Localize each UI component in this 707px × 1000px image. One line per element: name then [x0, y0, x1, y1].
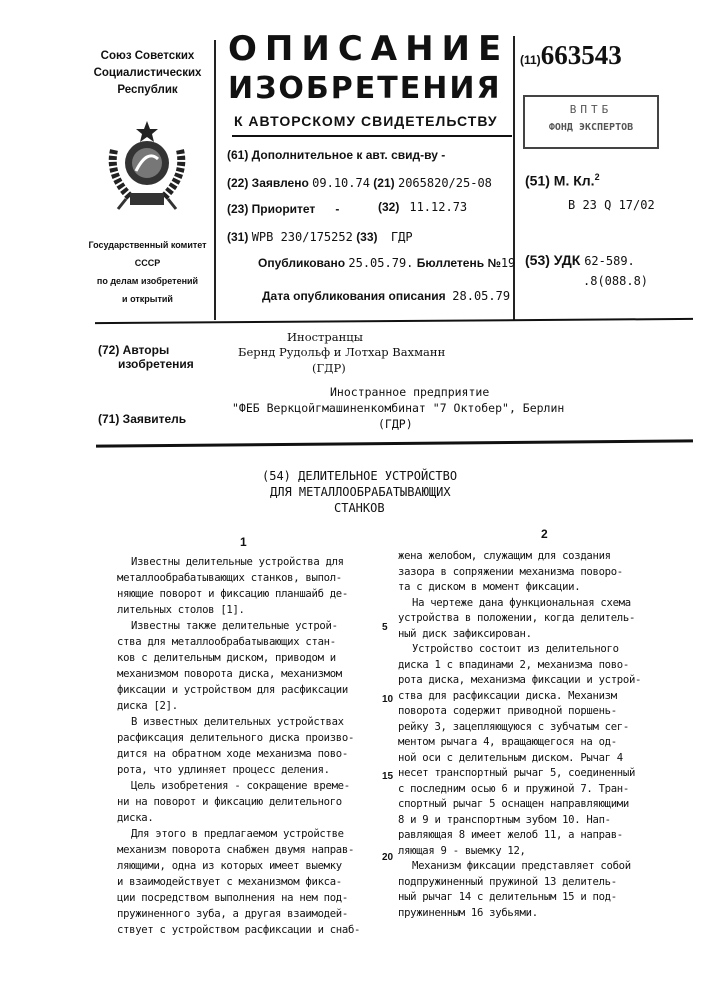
field-value: WPB 230/175252 — [252, 230, 353, 244]
field-value: - — [335, 202, 339, 216]
field-published — [258, 256, 515, 270]
text-line: Для этого в предлагаемом устройстве — [131, 828, 344, 840]
field-label: Опубликовано — [258, 256, 345, 270]
text-line: и взаимодействует с механизмом фикса- — [117, 876, 342, 888]
doc-title-line1: ОПИСАНИЕ — [228, 30, 509, 68]
committee-line: СССР — [85, 254, 210, 272]
state-emblem-icon — [100, 115, 195, 215]
text-line: та с диском в момент фиксации. — [398, 581, 580, 593]
divider-vertical — [513, 36, 515, 320]
invention-title-line2: ДЛЯ МЕТАЛЛООБРАБАТЫВАЮЩИХ — [270, 485, 451, 499]
committee-line: Государственный комитет — [85, 236, 210, 254]
field-31-33 — [227, 230, 413, 244]
text-line: зазора в сопряжении механизма поворо- — [398, 566, 623, 578]
stamp-line: ФОНД ЭКСПЕРТОВ — [525, 122, 657, 133]
authors-country: (ГДР) — [312, 361, 346, 375]
text-line: пружиненным 16 зубьями. — [398, 907, 538, 919]
field-value: 19 — [501, 256, 515, 270]
field-label: Бюллетень № — [417, 256, 501, 270]
field-sup: 2 — [595, 172, 600, 182]
applicant-label: (71) Заявитель — [98, 412, 186, 426]
invention-title-line3: СТАНКОВ — [334, 501, 385, 515]
text-line: с последним осью 6 и пружиной 7. Тран- — [398, 783, 629, 795]
field-label: (53) УДК — [525, 252, 580, 268]
text-line: рейку 3, зацепляющуюся с зубчатым сег- — [398, 721, 629, 733]
country-line: Республик — [85, 82, 210, 99]
text-line: Устройство состоит из делительного — [412, 643, 619, 655]
text-line: спортный рычаг 5 оснащен направляющими — [398, 798, 629, 810]
text-line: В известных делительных устройствах — [131, 716, 344, 728]
column-number: 2 — [541, 527, 548, 541]
divider-vertical — [214, 40, 216, 320]
field-value: ГДР — [391, 230, 413, 244]
line-number: 15 — [382, 771, 393, 782]
doc-subtitle: К АВТОРСКОМУ СВИДЕТЕЛЬСТВУ — [234, 113, 498, 129]
field-23 — [227, 202, 339, 216]
country-name — [85, 48, 210, 99]
divider — [96, 439, 693, 447]
label-line: изобретения — [98, 357, 194, 371]
text-line: ков с делительным диском, приводом и — [117, 652, 336, 664]
divider — [232, 135, 512, 137]
text-line: рота, что удлиняет процесс деления. — [117, 764, 330, 776]
field-value: 28.05.79 — [452, 289, 510, 303]
text-line: диска [2]. — [117, 700, 178, 712]
field-value: - — [441, 148, 445, 162]
committee-line: и открытий — [85, 290, 210, 308]
text-line: равляющая 8 имеет желоб 11, а направ- — [398, 829, 623, 841]
field-51-value: B 23 Q 17/02 — [568, 198, 655, 212]
text-line: ни на поворот и фиксацию делительного — [117, 796, 342, 808]
patent-code: (11) — [520, 53, 541, 67]
field-label: (51) М. Кл. — [525, 173, 595, 189]
field-label: (23) Приоритет — [227, 202, 315, 216]
text-line: устройства в положении, когда делитель- — [398, 612, 635, 624]
text-line: расфиксация делительного диска произво- — [117, 732, 354, 744]
text-line: поворота содержит приводной поршень- — [398, 705, 617, 717]
field-label: (33) — [356, 230, 377, 244]
text-line: ляющая 9 - выемку 12, — [398, 845, 526, 857]
authors-names: Бернд Рудольф и Лотхар Вахманн — [238, 345, 445, 359]
text-line: пружиненного зуба, а другая взаимодей- — [117, 908, 348, 920]
applicant-country: (ГДР) — [378, 417, 413, 431]
applicant-line: Иностранное предприятие — [330, 385, 489, 399]
text-line: Цель изобретения - сокращение време- — [131, 780, 350, 792]
text-line: няющие поворот и фиксацию планшайб де- — [117, 588, 348, 600]
text-line: ства для расфиксации диска. Механизм — [398, 690, 617, 702]
line-number: 10 — [382, 694, 393, 705]
authors-label — [98, 343, 194, 371]
field-label: (21) — [373, 176, 394, 190]
label-line: (72) Авторы — [98, 343, 194, 357]
field-value: 09.10.74 — [312, 176, 370, 190]
field-value: 11.12.73 — [409, 200, 467, 214]
text-line: подпружиненный пружиной 13 делитель- — [398, 876, 617, 888]
text-line: несет транспортный рычаг 5, соединенный — [398, 767, 635, 779]
field-label: (22) Заявлено — [227, 176, 309, 190]
text-line: металлообрабатывающих станков, выпол- — [117, 572, 342, 584]
invention-title-line1: (54) ДЕЛИТЕЛЬНОЕ УСТРОЙСТВО — [262, 469, 457, 483]
field-desc-date — [262, 289, 510, 303]
field-22-21 — [227, 176, 492, 190]
text-line: ный рычаг 14 с делительным 15 и под- — [398, 891, 617, 903]
text-line: На чертеже дана функциональная схема — [412, 597, 631, 609]
field-51 — [525, 172, 600, 189]
field-label: (32) — [378, 200, 399, 214]
text-line: лительных столов [1]. — [117, 604, 245, 616]
text-line: диска 1 с впадинами 2, механизма пово- — [398, 659, 629, 671]
field-53 — [525, 252, 635, 268]
text-line: механизм поворота снабжен двумя направ- — [117, 844, 354, 856]
stamp-line: ВПТБ — [525, 103, 657, 116]
patent-number-block — [520, 40, 622, 71]
field-value: 2065820/25-08 — [398, 176, 492, 190]
text-line: ствует с устройством расфиксации и снаб- — [117, 924, 360, 936]
text-line: Известны делительные устройства для — [131, 556, 344, 568]
text-line: фиксации и устройством для расфиксации — [117, 684, 348, 696]
line-number: 5 — [382, 622, 388, 633]
text-line: Известны также делительные устрой- — [131, 620, 338, 632]
authors-line: Иностранцы — [287, 330, 363, 344]
patent-number: 663543 — [541, 40, 622, 70]
text-line: жена желобом, служащим для создания — [398, 550, 611, 562]
text-line: ции посредством выполнения на нем под- — [117, 892, 348, 904]
field-value: 25.05.79. — [348, 256, 413, 270]
text-line: ства для металлообрабатывающих стан- — [117, 636, 336, 648]
field-label: (31) — [227, 230, 248, 244]
library-stamp — [523, 95, 659, 149]
country-line: Социалистических — [85, 65, 210, 82]
field-label: (61) Дополнительное к авт. свид-ву — [227, 148, 438, 162]
text-line: ный диск зафиксирован. — [398, 628, 532, 640]
country-line: Союз Советских — [85, 48, 210, 65]
text-line: Механизм фиксации представляет собой — [412, 860, 631, 872]
line-number: 20 — [382, 852, 393, 863]
text-line: ной оси с делительным диском. Рычаг 4 — [398, 752, 623, 764]
applicant-name: "ФЕБ Веркцойгмашиненкомбинат "7 Октобер", Берлин — [232, 401, 564, 415]
field-61 — [227, 148, 445, 162]
text-line: рота диска, механизма фиксации и устрой- — [398, 674, 641, 686]
doc-title-line2: ИЗОБРЕТЕНИЯ — [228, 70, 502, 108]
committee-line: по делам изобретений — [85, 272, 210, 290]
text-line: 8 и 9 и транспортным зубом 10. Нап- — [398, 814, 611, 826]
text-line: ляющими, одна из которых имеет выемку — [117, 860, 342, 872]
column-number: 1 — [240, 535, 247, 549]
text-line: ментом рычага 4, вращающегося на од- — [398, 736, 617, 748]
text-line: механизмом поворота диска, механизмом — [117, 668, 342, 680]
field-32 — [378, 200, 467, 214]
field-value: 62-589. — [584, 254, 635, 268]
committee-name — [85, 236, 210, 308]
field-label: Дата опубликования описания — [262, 289, 446, 303]
text-line: диска. — [117, 812, 153, 824]
divider — [95, 318, 693, 324]
field-53-value2: .8(088.8) — [583, 274, 648, 288]
text-line: дится на обратном ходе механизма пово- — [117, 748, 348, 760]
